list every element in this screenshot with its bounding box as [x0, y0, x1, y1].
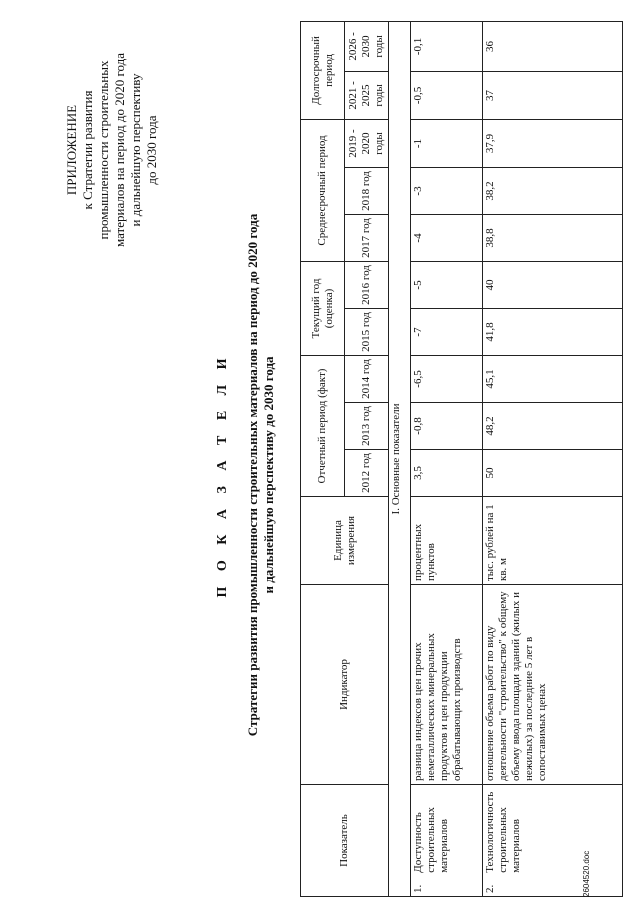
- row-value: -7: [411, 308, 483, 355]
- indicators-table: [300, 21, 623, 897]
- row-indicator: отношение объема работ по виду деятельности "строительство" к общему объему ввода площади зданий (жилых и нежилых) за последние 5 лет в сопоставимых ценах: [483, 585, 623, 785]
- row-value: 36: [483, 21, 623, 71]
- appendix-line: промышленности строительных: [96, 60, 111, 240]
- header-unit: Единица измерения: [301, 497, 389, 585]
- header-year: 2012 год: [345, 450, 389, 497]
- row-value: -5: [411, 261, 483, 308]
- row-number: 1.: [412, 884, 424, 893]
- title-line-1: Стратегии развития промышленности строительных материалов на период до 2020 года: [245, 213, 260, 737]
- table-row: [411, 21, 483, 896]
- title-spaced: П О К А З А Т Е Л И: [215, 352, 230, 598]
- header-period-reported: Отчетный период (факт): [301, 355, 345, 496]
- header-year: 2016 год: [345, 261, 389, 308]
- row-number: 2.: [484, 884, 496, 893]
- row-value: 37: [483, 71, 623, 119]
- row-value: -0,1: [411, 21, 483, 71]
- header-year: 2021 - 2025 годы: [345, 71, 389, 119]
- header-indicator-group: Показатель: [301, 785, 389, 897]
- row-indicator: разница индексов цен прочих неметаллических минеральных продуктов и цен продукции обрабатывающих производств: [411, 585, 483, 785]
- row-unit: процентных пунктов: [411, 497, 483, 585]
- row-group-text: Доступность строительных материалов: [412, 807, 450, 873]
- row-value: 48,2: [483, 403, 623, 450]
- appendix-line: и дальнейшую перспективу: [128, 73, 143, 227]
- row-value: -3: [411, 167, 483, 214]
- row-value: -0,5: [411, 71, 483, 119]
- table-row: [483, 21, 623, 896]
- section-label: I. Основные показатели: [389, 21, 411, 896]
- header-year: 2014 год: [345, 355, 389, 402]
- row-value: 40: [483, 261, 623, 308]
- row-value: 38,8: [483, 214, 623, 261]
- header-year: 2018 год: [345, 167, 389, 214]
- appendix-line: к Стратегии развития: [80, 90, 95, 210]
- file-code: 2604520.doc: [582, 850, 591, 897]
- row-value: 41,8: [483, 308, 623, 355]
- header-year: 2026 - 2030 годы: [345, 21, 389, 71]
- header-period-medium: Среднесрочный период: [301, 119, 345, 261]
- row-unit: тыс. рублей на 1 кв. м: [483, 497, 623, 585]
- appendix-line: до 2030 года: [144, 115, 159, 185]
- header-year: 2019 - 2020 годы: [345, 119, 389, 167]
- title-line-2: и дальнейшую перспективу до 2030 года: [261, 356, 276, 594]
- document-title: [215, 175, 277, 775]
- row-value: 3,5: [411, 450, 483, 497]
- header-year: 2015 год: [345, 308, 389, 355]
- header-indicator: Индикатор: [301, 585, 389, 785]
- row-indicator-group: [483, 785, 623, 897]
- row-value: 45,1: [483, 355, 623, 402]
- header-year: 2017 год: [345, 214, 389, 261]
- row-group-text: Технологичность строительных материалов: [484, 791, 522, 873]
- row-value: -1: [411, 119, 483, 167]
- row-value: 50: [483, 450, 623, 497]
- row-value: -6,5: [411, 355, 483, 402]
- row-value: -0,8: [411, 403, 483, 450]
- appendix-block: [64, 35, 160, 265]
- header-year: 2013 год: [345, 403, 389, 450]
- header-period-long: Долгосрочный период: [301, 21, 345, 119]
- row-value: 38,2: [483, 167, 623, 214]
- row-value: -4: [411, 214, 483, 261]
- appendix-line: материалов на период до 2020 года: [112, 52, 127, 248]
- appendix-heading: ПРИЛОЖЕНИЕ: [64, 104, 79, 196]
- row-value: 37,9: [483, 119, 623, 167]
- header-period-current: Текущий год (оценка): [301, 261, 345, 355]
- row-indicator-group: [411, 785, 483, 897]
